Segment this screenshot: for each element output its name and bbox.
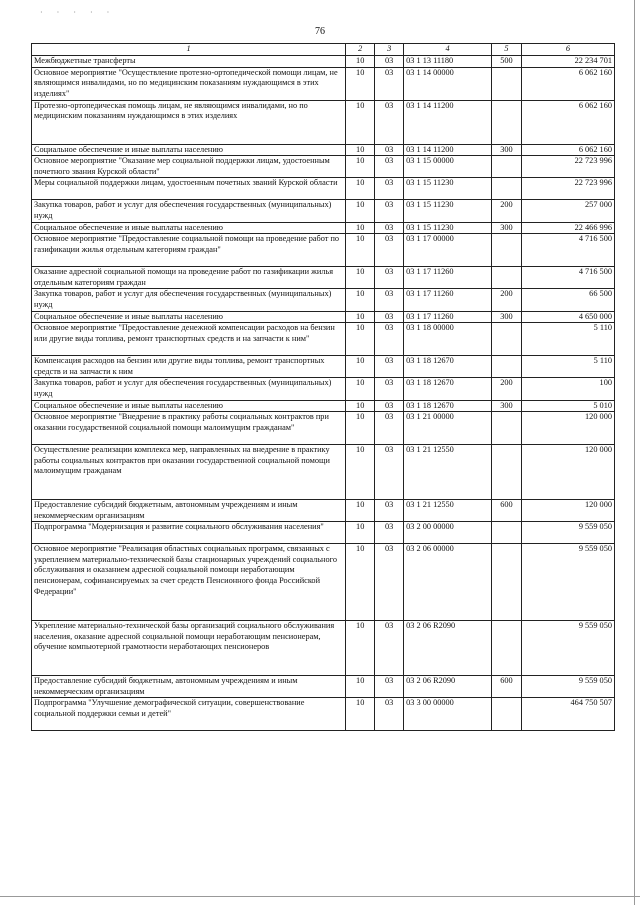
table-header-row xyxy=(32,44,615,56)
target-code-cell: 03 1 21 00000 xyxy=(404,412,492,445)
table-row xyxy=(32,267,615,289)
expense-type-cell: 200 xyxy=(491,200,521,222)
target-code-cell: 03 1 17 11260 xyxy=(404,311,492,323)
target-code-cell: 03 1 15 11230 xyxy=(404,200,492,222)
section-cell: 10 xyxy=(346,267,375,289)
amount-cell: 9 559 050 xyxy=(521,544,614,621)
target-code-cell: 03 1 15 11230 xyxy=(404,178,492,200)
row-name-cell: Основное мероприятие "Реализация областных социальных программ, связанных с укреплением материально-технической базы стационарных учреждений социального обслуживания и оказанием адресной социальной помощи неработающим пенсионерам, софинансируемых за счет средств Пенсионного фонда Российской Федерации" xyxy=(32,544,346,621)
section-cell: 10 xyxy=(346,378,375,400)
section-cell: 10 xyxy=(346,289,375,311)
expense-type-cell: 300 xyxy=(491,222,521,234)
row-name-cell: Меры социальной поддержки лицам, удостоенным почетных званий Курской области xyxy=(32,178,346,200)
amount-cell: 6 062 160 xyxy=(521,67,614,100)
section-cell: 10 xyxy=(346,311,375,323)
budget-table xyxy=(31,43,615,731)
expense-type-cell xyxy=(491,323,521,356)
row-name-cell: Межбюджетные трансферты xyxy=(32,56,346,68)
target-code-cell: 03 2 00 00000 xyxy=(404,522,492,544)
row-name-cell: Компенсация расходов на бензин или другие виды топлива, ремонт транспортных средств и на запчасти к ним xyxy=(32,356,346,378)
row-name-cell: Социальное обеспечение и иные выплаты населению xyxy=(32,311,346,323)
section-cell: 10 xyxy=(346,144,375,156)
subsection-cell: 03 xyxy=(375,676,404,698)
target-code-cell: 03 1 21 12550 xyxy=(404,500,492,522)
row-name-cell: Предоставление субсидий бюджетным, автономным учреждениям и иным некоммерческим организациям xyxy=(32,500,346,522)
table-row xyxy=(32,356,615,378)
subsection-cell: 03 xyxy=(375,500,404,522)
scan-artifact: · · · · · xyxy=(40,8,116,17)
table-row xyxy=(32,323,615,356)
subsection-cell: 03 xyxy=(375,156,404,178)
amount-cell: 22 466 996 xyxy=(521,222,614,234)
amount-cell: 22 723 996 xyxy=(521,178,614,200)
subsection-cell: 03 xyxy=(375,267,404,289)
subsection-cell: 03 xyxy=(375,178,404,200)
subsection-cell: 03 xyxy=(375,400,404,412)
section-cell: 10 xyxy=(346,412,375,445)
column-header: 4 xyxy=(404,44,492,56)
amount-cell: 9 559 050 xyxy=(521,621,614,676)
section-cell: 10 xyxy=(346,323,375,356)
column-header: 5 xyxy=(491,44,521,56)
table-row xyxy=(32,544,615,621)
expense-type-cell xyxy=(491,445,521,500)
row-name-cell: Укрепление материально-технической базы организаций социального обслуживания населения, оказание адресной социальной помощи неработающим пенсионерам, обучение компьютерной грамотности неработающих пенсионеров xyxy=(32,621,346,676)
amount-cell: 22 723 996 xyxy=(521,156,614,178)
table-row xyxy=(32,378,615,400)
section-cell: 10 xyxy=(346,621,375,676)
row-name-cell: Протезно-ортопедическая помощь лицам, не являющимся инвалидами, но по медицинским показаниям нуждающимся в этих изделиях xyxy=(32,100,346,144)
section-cell: 10 xyxy=(346,200,375,222)
table-row xyxy=(32,56,615,68)
target-code-cell: 03 1 18 12670 xyxy=(404,356,492,378)
subsection-cell: 03 xyxy=(375,356,404,378)
row-name-cell: Предоставление субсидий бюджетным, автономным учреждениям и иным некоммерческим организациям xyxy=(32,676,346,698)
row-name-cell: Основное мероприятие "Оказание мер социальной поддержки лицам, удостоенным почетного звания Курской области" xyxy=(32,156,346,178)
row-name-cell: Социальное обеспечение и иные выплаты населению xyxy=(32,222,346,234)
column-header: 6 xyxy=(521,44,614,56)
section-cell: 10 xyxy=(346,100,375,144)
expense-type-cell xyxy=(491,178,521,200)
amount-cell: 257 000 xyxy=(521,200,614,222)
amount-cell: 6 062 160 xyxy=(521,144,614,156)
subsection-cell: 03 xyxy=(375,222,404,234)
subsection-cell: 03 xyxy=(375,412,404,445)
section-cell: 10 xyxy=(346,676,375,698)
row-name-cell: Осуществление реализации комплекса мер, направленных на внедрение в практику работы социальных контрактов при оказании государственной социальной помощи малоимущим гражданам xyxy=(32,445,346,500)
target-code-cell: 03 2 06 R2090 xyxy=(404,621,492,676)
section-cell: 10 xyxy=(346,56,375,68)
table-row xyxy=(32,289,615,311)
amount-cell: 120 000 xyxy=(521,445,614,500)
table-row xyxy=(32,67,615,100)
table-row xyxy=(32,144,615,156)
column-header: 1 xyxy=(32,44,346,56)
expense-type-cell xyxy=(491,100,521,144)
row-name-cell: Основное мероприятие "Предоставление денежной компенсации расходов на бензин или другие виды топлива, ремонт транспортных средств и на запчасти к ним" xyxy=(32,323,346,356)
amount-cell: 4 716 500 xyxy=(521,267,614,289)
target-code-cell: 03 3 00 00000 xyxy=(404,698,492,731)
target-code-cell: 03 1 15 00000 xyxy=(404,156,492,178)
amount-cell: 5 110 xyxy=(521,356,614,378)
table-row xyxy=(32,621,615,676)
table-row xyxy=(32,522,615,544)
expense-type-cell xyxy=(491,698,521,731)
table-row xyxy=(32,698,615,731)
subsection-cell: 03 xyxy=(375,311,404,323)
table-row xyxy=(32,222,615,234)
section-cell: 10 xyxy=(346,698,375,731)
amount-cell: 9 559 050 xyxy=(521,676,614,698)
target-code-cell: 03 1 14 00000 xyxy=(404,67,492,100)
table-row xyxy=(32,400,615,412)
amount-cell: 5 110 xyxy=(521,323,614,356)
target-code-cell: 03 1 18 12670 xyxy=(404,378,492,400)
row-name-cell: Закупка товаров, работ и услуг для обеспечения государственных (муниципальных) нужд xyxy=(32,378,346,400)
expense-type-cell xyxy=(491,267,521,289)
target-code-cell: 03 1 17 00000 xyxy=(404,234,492,267)
scan-edge xyxy=(0,896,640,897)
section-cell: 10 xyxy=(346,156,375,178)
row-name-cell: Основное мероприятие "Осуществление протезно-ортопедической помощи лицам, не являющимся инвалидами, но по медицинским показаниям нуждающимся в этих изделиях" xyxy=(32,67,346,100)
table-body xyxy=(32,56,615,731)
target-code-cell: 03 2 06 00000 xyxy=(404,544,492,621)
subsection-cell: 03 xyxy=(375,378,404,400)
subsection-cell: 03 xyxy=(375,67,404,100)
row-name-cell: Основное мероприятие "Предоставление социальной помощи на проведение работ по газификации жилья отдельным категориям граждан" xyxy=(32,234,346,267)
section-cell: 10 xyxy=(346,356,375,378)
expense-type-cell: 200 xyxy=(491,378,521,400)
column-header: 2 xyxy=(346,44,375,56)
expense-type-cell xyxy=(491,412,521,445)
section-cell: 10 xyxy=(346,222,375,234)
table-row xyxy=(32,200,615,222)
subsection-cell: 03 xyxy=(375,144,404,156)
table-row xyxy=(32,234,615,267)
row-name-cell: Подпрограмма "Модернизация и развитие социального обслуживания населения" xyxy=(32,522,346,544)
expense-type-cell xyxy=(491,356,521,378)
section-cell: 10 xyxy=(346,67,375,100)
amount-cell: 66 500 xyxy=(521,289,614,311)
scan-edge xyxy=(634,0,635,905)
subsection-cell: 03 xyxy=(375,56,404,68)
target-code-cell: 03 1 17 11260 xyxy=(404,267,492,289)
section-cell: 10 xyxy=(346,544,375,621)
row-name-cell: Закупка товаров, работ и услуг для обеспечения государственных (муниципальных) нужд xyxy=(32,200,346,222)
expense-type-cell: 200 xyxy=(491,289,521,311)
section-cell: 10 xyxy=(346,500,375,522)
subsection-cell: 03 xyxy=(375,522,404,544)
subsection-cell: 03 xyxy=(375,445,404,500)
subsection-cell: 03 xyxy=(375,100,404,144)
row-name-cell: Оказание адресной социальной помощи на проведение работ по газификации жилья отдельным категориям граждан xyxy=(32,267,346,289)
table-row xyxy=(32,676,615,698)
expense-type-cell: 300 xyxy=(491,400,521,412)
expense-type-cell xyxy=(491,234,521,267)
target-code-cell: 03 1 14 11200 xyxy=(404,144,492,156)
amount-cell: 120 000 xyxy=(521,500,614,522)
table-row xyxy=(32,500,615,522)
section-cell: 10 xyxy=(346,400,375,412)
target-code-cell: 03 1 17 11260 xyxy=(404,289,492,311)
column-header: 3 xyxy=(375,44,404,56)
subsection-cell: 03 xyxy=(375,621,404,676)
expense-type-cell xyxy=(491,621,521,676)
row-name-cell: Закупка товаров, работ и услуг для обеспечения государственных (муниципальных) нужд xyxy=(32,289,346,311)
target-code-cell: 03 1 18 00000 xyxy=(404,323,492,356)
subsection-cell: 03 xyxy=(375,323,404,356)
table-row xyxy=(32,311,615,323)
target-code-cell: 03 1 21 12550 xyxy=(404,445,492,500)
amount-cell: 9 559 050 xyxy=(521,522,614,544)
page-number: 76 xyxy=(315,26,325,37)
section-cell: 10 xyxy=(346,522,375,544)
target-code-cell: 03 1 18 12670 xyxy=(404,400,492,412)
subsection-cell: 03 xyxy=(375,289,404,311)
amount-cell: 464 750 507 xyxy=(521,698,614,731)
table-row xyxy=(32,156,615,178)
target-code-cell: 03 1 15 11230 xyxy=(404,222,492,234)
amount-cell: 22 234 701 xyxy=(521,56,614,68)
subsection-cell: 03 xyxy=(375,544,404,621)
section-cell: 10 xyxy=(346,178,375,200)
amount-cell: 6 062 160 xyxy=(521,100,614,144)
subsection-cell: 03 xyxy=(375,200,404,222)
section-cell: 10 xyxy=(346,234,375,267)
table-row xyxy=(32,100,615,144)
subsection-cell: 03 xyxy=(375,698,404,731)
expense-type-cell: 600 xyxy=(491,676,521,698)
expense-type-cell: 500 xyxy=(491,56,521,68)
table-row xyxy=(32,178,615,200)
expense-type-cell: 600 xyxy=(491,500,521,522)
row-name-cell: Основное мероприятие "Внедрение в практику работы социальных контрактов при оказании государственной социальной помощи малоимущим гражданам" xyxy=(32,412,346,445)
row-name-cell: Социальное обеспечение и иные выплаты населению xyxy=(32,144,346,156)
expense-type-cell xyxy=(491,544,521,621)
expense-type-cell xyxy=(491,67,521,100)
row-name-cell: Подпрограмма "Улучшение демографической ситуации, совершенствование социальной поддержки семьи и детей" xyxy=(32,698,346,731)
amount-cell: 4 650 000 xyxy=(521,311,614,323)
expense-type-cell xyxy=(491,156,521,178)
row-name-cell: Социальное обеспечение и иные выплаты населению xyxy=(32,400,346,412)
amount-cell: 120 000 xyxy=(521,412,614,445)
target-code-cell: 03 1 14 11200 xyxy=(404,100,492,144)
amount-cell: 100 xyxy=(521,378,614,400)
target-code-cell: 03 1 13 11180 xyxy=(404,56,492,68)
subsection-cell: 03 xyxy=(375,234,404,267)
expense-type-cell: 300 xyxy=(491,144,521,156)
table-row xyxy=(32,445,615,500)
amount-cell: 4 716 500 xyxy=(521,234,614,267)
table-row xyxy=(32,412,615,445)
target-code-cell: 03 2 06 R2090 xyxy=(404,676,492,698)
amount-cell: 5 010 xyxy=(521,400,614,412)
expense-type-cell: 300 xyxy=(491,311,521,323)
section-cell: 10 xyxy=(346,445,375,500)
expense-type-cell xyxy=(491,522,521,544)
